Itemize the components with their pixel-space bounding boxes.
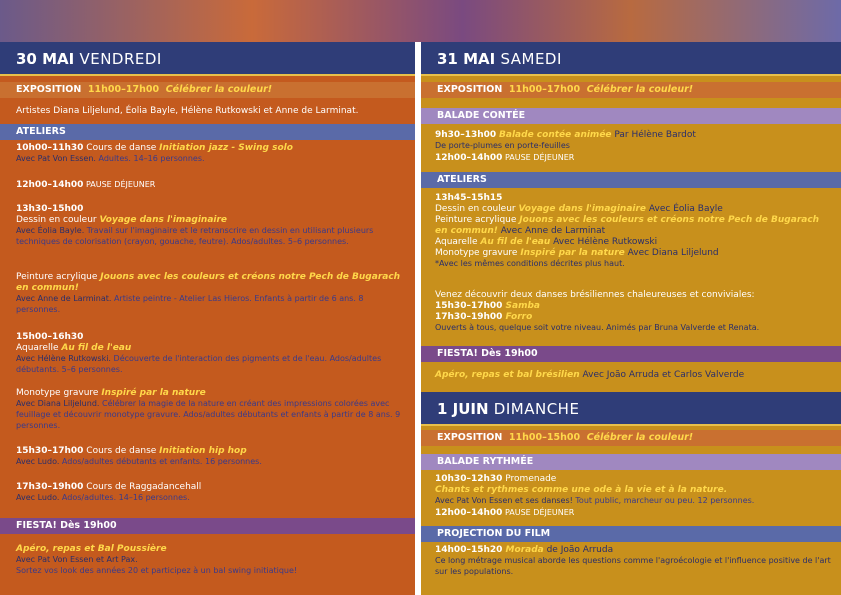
day-friday-column xyxy=(0,42,415,595)
fiesta-bar-saturday: FIESTA! Dès 19h00 xyxy=(421,346,841,362)
event-fiesta: Apéro, repas et Bal Poussière Avec Pat Von Essen et Art Pax. Sortez vos look des années 20 et participez à un bal swing initiatique! xyxy=(16,544,298,575)
event-promenade: 10h30–12h30 Promenade Chants et rythmes comme une ode à la vie et à la nature. Avec Pat Von Essen et ses danses! Tout public, marcheur ou peu. 12 personnes. 12h00–14h00 PAUSE DÉJEUNER xyxy=(435,474,755,518)
balade-bar: BALADE CONTÉE xyxy=(421,108,841,124)
event-hiphop: 15h30–17h00 Cours de danse Initiation hip hop Avec Ludo. Ados/adultes débutants et enfants. 16 personnes. xyxy=(16,446,262,466)
event-peinture: Peinture acrylique Jouons avec les couleurs et créons notre Pech de Bugarach en commun! Avec Anne de Larminat. Artiste peintre - Atelier Las Hieros. Enfants à partir de 6 ans. 8 personnes. xyxy=(16,272,401,314)
artists-line: Artistes Diana Liljelund, Éolia Bayle, Hélène Rutkowski et Anne de Larminat. xyxy=(16,106,359,116)
event-aquarelle: 15h00–16h30 Aquarelle Au fil de l'eau Avec Hélène Rutkowski. Découverte de l'interaction des pigments et de l'eau. Ados/adultes débutants. 5–6 personnes. xyxy=(16,332,382,374)
day-name: VENDREDI xyxy=(79,50,162,68)
day-date: 30 MAI xyxy=(16,50,75,68)
ateliers-bar: ATELIERS xyxy=(0,124,415,140)
event-raggadancehall: 17h30–19h00 Cours de Raggadancehall Avec Ludo. Ados/adultes. 14–16 personnes. xyxy=(16,482,202,502)
ateliers-bar-saturday: ATELIERS xyxy=(421,172,841,188)
day-header-saturday: 31 MAI SAMEDI xyxy=(421,42,841,76)
expo-bar-sunday: EXPOSITION 11h00–15h00 Célébrer la couleur! xyxy=(421,430,841,446)
event-jazz: 10h00–11h30 Cours de danse Initiation jazz - Swing solo Avec Pat Von Essen. Adultes. 14–16 personnes. xyxy=(16,143,293,163)
event-danse-bresil: Venez découvrir deux danses brésiliennes chaleureuses et conviviales: 15h30–17h00 Samba 17h30–19h00 Forro Ouverts à tous, quelque soit votre niveau. Animés par Bruna Valverde et Renata. xyxy=(435,290,760,332)
day-saturday-sunday-column xyxy=(421,42,841,595)
event-balade: 9h30–13h00 Balade contée animée Par Hélène Bardot De porte-plumes en porte-feuilles 12h00–14h00 PAUSE DÉJEUNER xyxy=(435,130,696,163)
expo-title: Célébrer la couleur! xyxy=(165,84,273,95)
event-monotype: Monotype gravure Inspiré par la nature Avec Diana Liljelund. Célébrer la magie de la nature en créant des impressions colorées avec feuillage et découvrir monotype gravure. Ados/adultes débutants et enfants à partir de 8 ans. 9 personnes. xyxy=(16,388,401,430)
decorative-banner xyxy=(0,0,841,42)
day-header-friday xyxy=(0,42,415,76)
event-pause: 12h00–14h00 PAUSE DÉJEUNER xyxy=(16,180,156,190)
event-fiesta-saturday: Apéro, repas et bal brésilien Avec João Arruda et Carlos Valverde xyxy=(435,370,745,380)
expo-bar-saturday: EXPOSITION 11h00–17h00 Célébrer la couleur! xyxy=(421,82,841,98)
expo-label: EXPOSITION xyxy=(16,84,82,95)
ateliers-saturday: 13h45–15h15 Dessin en couleur Voyage dans l'imaginaire Avec Éolia Bayle Peinture acrylique Jouons avec les couleurs et créons notre Pech de Bugarach en commun! Avec Anne de Larminat Aquarelle Au fil de l'eau Avec Hélène Rutkowski Monotype gravure Inspiré par la nature Avec Diana Liljelund *Avec les mêmes conditions décrites plus haut. xyxy=(435,193,820,268)
expo-time: 11h00–17h00 xyxy=(87,84,160,95)
day-header-sunday: 1 JUIN DIMANCHE xyxy=(421,392,841,426)
event-projection: 14h00–15h20 Morada de João Arruda Ce long métrage musical aborde les questions comme l'agroécologie et l'influence positive de l'art sur les populations. xyxy=(435,545,831,576)
fiesta-bar: FIESTA! Dès 19h00 xyxy=(0,518,415,534)
expo-bar xyxy=(0,82,415,98)
projection-bar: PROJECTION DU FILM xyxy=(421,526,841,542)
event-dessin: 13h30–15h00 Dessin en couleur Voyage dans l'imaginaire Avec Éolia Bayle. Travail sur l'imaginaire et le retranscrire en dessin en utilisant plusieurs techniques de colorisation (crayon, gouache, feutre). Ados/adultes. 5–6 personnes. xyxy=(16,204,374,246)
balade-rythmee-bar: BALADE RYTHMÉE xyxy=(421,454,841,470)
